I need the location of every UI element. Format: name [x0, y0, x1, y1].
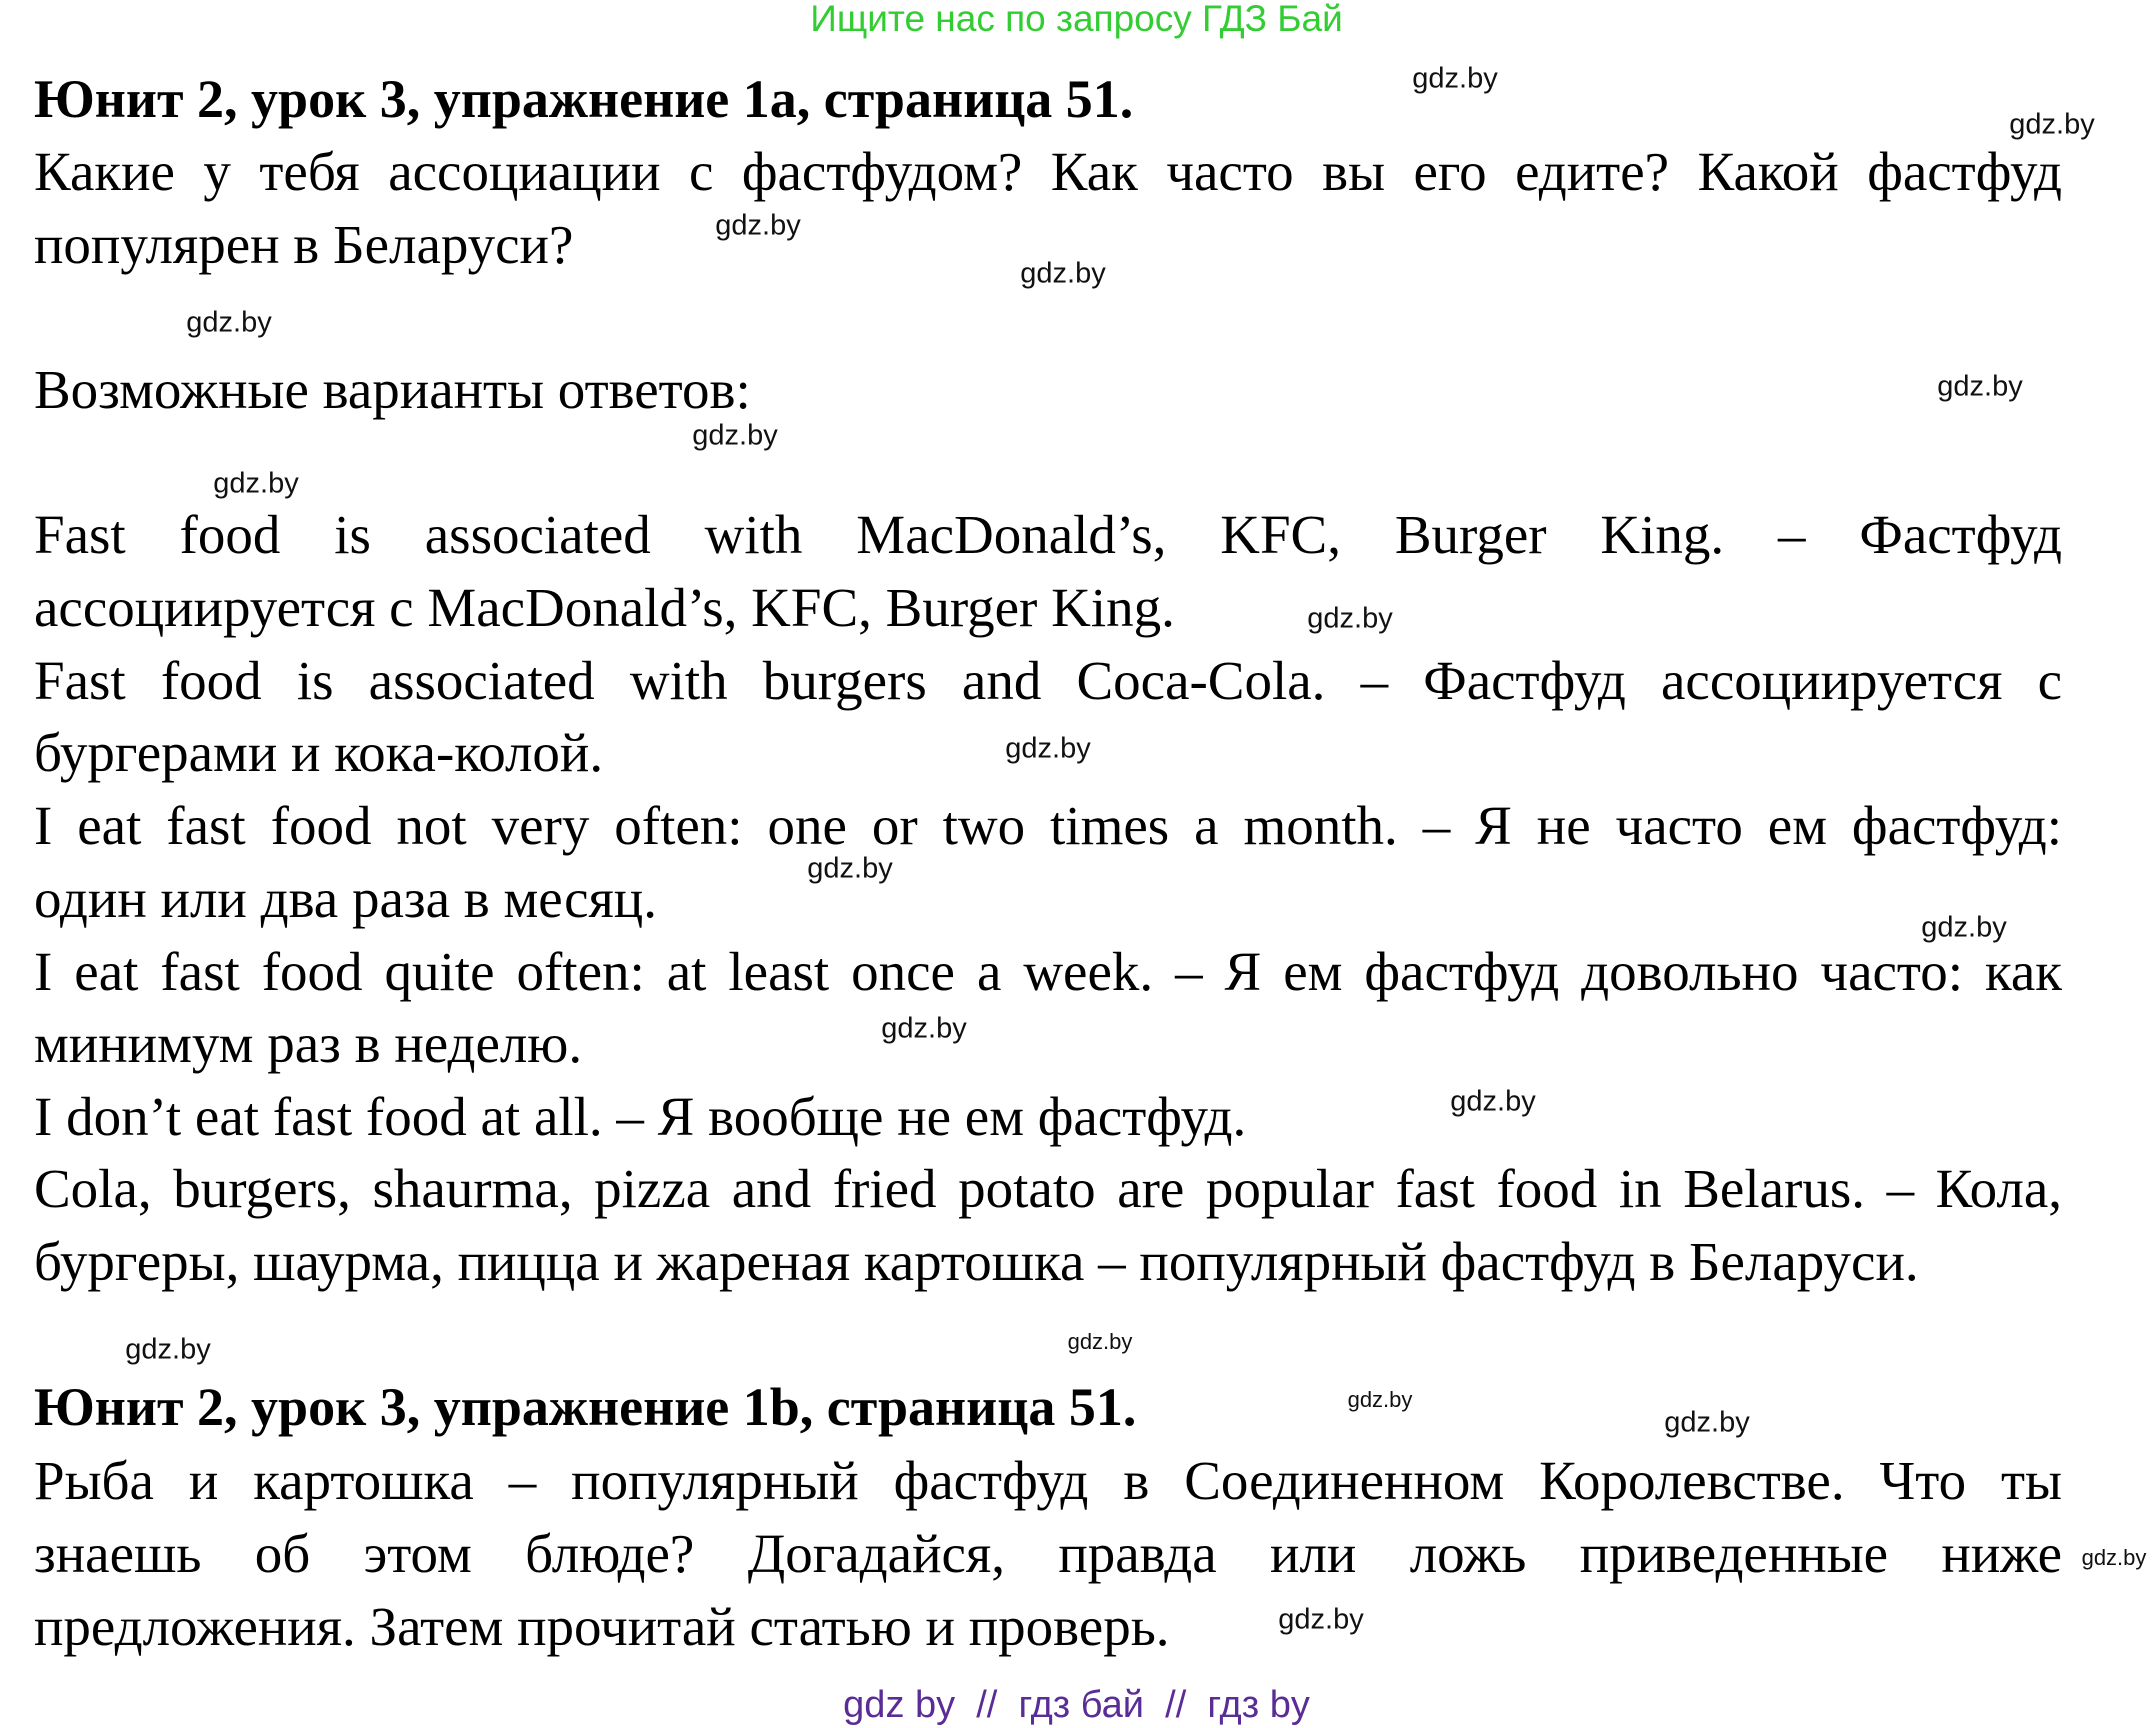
- question-line: популярен в Беларуси?: [34, 214, 574, 275]
- watermark: gdz.by: [186, 306, 272, 339]
- task-line: знаешь об этом блюде? Догадайся, правда или ложь приведенные ниже: [34, 1523, 2062, 1584]
- watermark: gdz.by: [1307, 602, 1393, 635]
- watermark: gdz.by: [1278, 1603, 1364, 1636]
- watermark: gdz.by: [2009, 108, 2095, 141]
- answer-line: бургерами и кока-колой.: [34, 722, 604, 783]
- watermark: gdz.by: [125, 1333, 211, 1366]
- watermark: gdz.by: [1005, 732, 1091, 765]
- answer-line: ассоциируется с MacDonald’s, KFC, Burger King.: [34, 577, 1175, 638]
- task-line: предложения. Затем прочитай статью и проверь.: [34, 1596, 1170, 1657]
- answer-line: Cola, burgers, shaurma, pizza and fried potato are popular fast food in Belarus. – Кола,: [34, 1158, 2062, 1219]
- watermark: gdz.by: [1020, 257, 1106, 290]
- footer-links: gdz by // гдз бай // гдз by: [843, 1684, 1310, 1726]
- watermark: gdz.by: [715, 209, 801, 242]
- watermark: gdz.by: [692, 419, 778, 452]
- watermark: gdz.by: [1921, 911, 2007, 944]
- answer-line: минимум раз в неделю.: [34, 1013, 583, 1074]
- watermark: gdz.by: [2081, 1545, 2147, 1570]
- watermark: gdz.by: [1067, 1329, 1133, 1354]
- answer-line: один или два раза в месяц.: [34, 868, 657, 929]
- answers-label: Возможные варианты ответов:: [34, 359, 751, 420]
- watermark: gdz.by: [881, 1012, 967, 1045]
- answer-line: I don’t eat fast food at all. – Я вообще не ем фастфуд.: [34, 1086, 1247, 1147]
- task-line: Рыба и картошка – популярный фастфуд в Соединенном Королевстве. Что ты: [34, 1450, 2062, 1511]
- question-line: Какие у тебя ассоциации с фастфудом? Как часто вы его едите? Какой фастфуд: [34, 141, 2062, 202]
- search-banner: Ищите нас по запросу ГДЗ Бай: [810, 0, 1343, 39]
- watermark: gdz.by: [1937, 370, 2023, 403]
- watermark: gdz.by: [213, 467, 299, 500]
- answer-line: Fast food is associated with MacDonald’s, KFC, Burger King. – Фастфуд: [34, 504, 2062, 565]
- answer-line: Fast food is associated with burgers and Coca-Cola. – Фастфуд ассоциируется с: [34, 650, 2062, 711]
- answer-line: бургеры, шаурма, пицца и жареная картошка – популярный фастфуд в Беларуси.: [34, 1231, 1919, 1292]
- watermark: gdz.by: [1664, 1406, 1750, 1439]
- watermark: gdz.by: [1347, 1387, 1413, 1412]
- answer-line: I eat fast food not very often: one or two times a month. – Я не часто ем фастфуд:: [34, 795, 2062, 856]
- exercise-1a-heading: Юнит 2, урок 3, упражнение 1а, страница 51.: [34, 69, 1134, 129]
- watermark: gdz.by: [1450, 1085, 1536, 1118]
- watermark: gdz.by: [807, 852, 893, 885]
- answer-line: I eat fast food quite often: at least once a week. – Я ем фастфуд довольно часто: как: [34, 941, 2062, 1002]
- watermark: gdz.by: [1412, 62, 1498, 95]
- exercise-1b-heading: Юнит 2, урок 3, упражнение 1b, страница 51.: [34, 1377, 1137, 1437]
